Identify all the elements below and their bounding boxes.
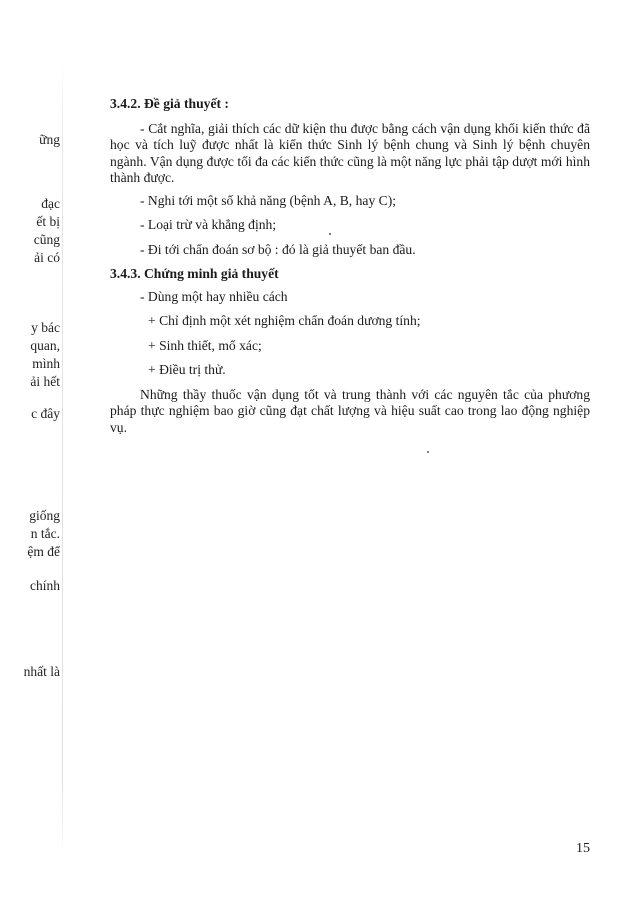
scan-speck [427, 451, 429, 453]
facing-page-fragments [0, 0, 62, 907]
binding-shadow [62, 60, 63, 860]
page-number: 15 [576, 841, 590, 856]
fragment-1: ững [39, 132, 60, 147]
fragment-9: ải hết [30, 374, 60, 389]
heading-3-4-3: 3.4.3. Chứng minh giả thuyết [110, 266, 279, 281]
fragment-5: ải có [34, 250, 60, 265]
list-item-3: - Đi tới chẩn đoán sơ bộ : đó là giả thuyết ban đầu. [140, 241, 416, 257]
fragment-13: ệm để [27, 544, 60, 559]
paragraph-explain: - Cắt nghĩa, giải thích các dữ kiện thu được bằng cách vận dụng khối kiến thức đã học và tích luỹ được nhất là kiến thức Sinh lý bệnh chung và Sinh lý bệnh chuyên ngành. Vận dụng được tối đa các kiến thức cũng là một năng lực phải tập dượt mới hình thành được. [110, 120, 590, 185]
fragment-14: chính [30, 578, 60, 593]
list-item-1: - Nghi tới một số khả năng (bệnh A, B, hay C); [140, 192, 397, 208]
sub-item-2: + Sinh thiết, mổ xác; [148, 337, 262, 353]
fragment-3: ết bị [36, 214, 60, 229]
fragment-7: quan, [30, 338, 60, 353]
fragment-4: cũng [33, 232, 60, 247]
fragment-10: c đây [31, 406, 60, 421]
list-item-2: - Loại trừ và khẳng định; [140, 217, 277, 232]
list-item-intro: - Dùng một hay nhiều cách [140, 288, 288, 304]
sub-item-1: + Chỉ định một xét nghiệm chẩn đoán dương tính; [148, 313, 421, 328]
fragment-12: n tắc. [30, 526, 60, 541]
scan-speck [329, 233, 331, 235]
fragment-6: y bác [31, 320, 60, 335]
paragraph-closing: Những thầy thuốc vận dụng tốt và trung thành với các nguyên tắc của phương pháp thực nghiệm bao giờ cũng đạt chất lượng và hiệu suất cao trong lao động nghiệp vụ. [110, 386, 590, 435]
heading-3-4-2: 3.4.2. Đề giả thuyết : [110, 96, 229, 111]
fragment-8: mình [32, 356, 60, 371]
fragment-2: đạc [41, 196, 60, 211]
fragment-11: giống [29, 508, 60, 523]
fragment-15: nhất là [23, 664, 60, 679]
main-text [110, 96, 590, 436]
sub-item-3: + Điều trị thử. [148, 362, 226, 377]
